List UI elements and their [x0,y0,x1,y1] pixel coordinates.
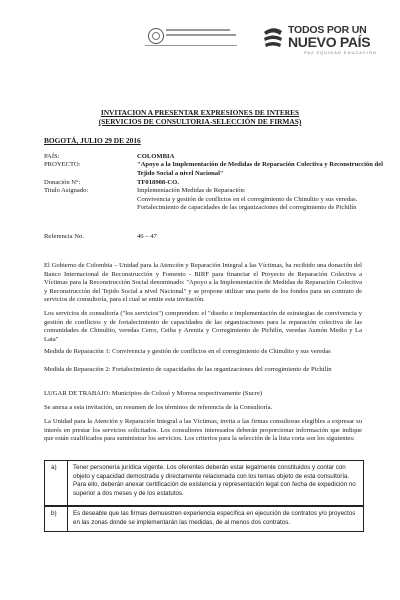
titulo-value-line2: Convivencia y gestión de conflictos en el corregimiento de Chinulito y sus veredas. [137,195,358,203]
criteria-a-divider [67,461,68,505]
titulo-value [137,187,399,213]
pais-label: PAÍS: [44,153,60,160]
referencia-label: Referencia No. [44,233,84,240]
pais-value: COLOMBIA [137,153,175,160]
logo-line1: TODOS POR UN [288,24,367,36]
paragraph-invitacion: La Unidad para la Atención y Reparación Integral a las Víctimas, invita a las firmas consultoras elegibles a expresar su interés en prestar los servicios solicitados. Los consultores interesados deberán proporcionar información que indique que están cualificados para suministrar los servicios. Los criterios para la selección de la lista corta son los siguientes: [44,418,362,443]
logo-line2: NUEVO PAÍS [288,34,371,50]
criteria-item-a [44,460,364,506]
proyecto-label: PROYECTO: [44,161,81,168]
logo-mark-icon [262,26,284,48]
paragraph-medida-2: Medida de Reparación 2: Fortalecimiento de capacidades de las organizaciones del corregimiento de Pichilín [44,366,332,373]
criteria-a-label: a) [51,464,57,471]
document-date: BOGOTÁ, JULIO 29 DE 2016 [44,136,141,145]
titulo-value-line1: Implementación Medidas de Reparación: [137,187,246,194]
referencia-value: 46 – 47 [137,233,157,240]
donacion-value: TF018908-CO. [137,179,179,186]
letterhead [0,0,400,62]
ministry-name-block [166,29,236,39]
paragraph-lugar-trabajo: LUGAR DE TRABAJO: Municipios de Colosó y Morroa respectivamente (Sucre) [44,390,262,397]
proyecto-value: "Apoyo a la Implementación de Medidas de Reparación Colectiva y Reconstrucción del Tejido Social a nivel Nacional" [137,161,383,177]
government-seal-icon [148,28,164,44]
donacion-label: Donación N°: [44,179,81,186]
letterhead-divider [145,45,237,46]
paragraph-anexo: Se anexa a esta invitación, un resumen de los términos de referencia de la Consultoría. [44,404,273,411]
criteria-b-divider [67,507,68,531]
criteria-b-text: Es deseable que las firmas demuestren experiencia específica en ejecución de contratos y/o proyectos en las zonas donde se implementarán las medidas, de al menos dos contratos. [73,510,356,526]
paragraph-medida-1: Medida de Reparación 1: Convivencia y gestión de conflictos en el corregimiento de Chinulito y sus veredas [44,348,331,355]
paragraph-gobierno: El Gobierno de Colombia – Unidad para la Atención y Reparación Integral a las Víctimas, ha recibido una donación del Banco Internacional de Reconstrucción y Fomento - BIRF para financiar el Proyecto de Reparación Colectiva a Víctimas para la Reconstrucción Social denominado: "Apoyo a la Implementación de Medidas de Reparación Colectiva y Reconstrucción del Tejido Social a nivel Nacional" y se propone utilizar una parte de los fondos para un contrato de servicios de consultoría, para el cual se emite esta invitación. [44,262,362,304]
logo-tagline: PAZ EQUIDAD EDUCACIÓN [304,50,377,55]
document-title-line2: (SERVICIOS DE CONSULTORIA-SELECCIÓN DE FIRMAS) [98,117,302,126]
titulo-value-line3: Fortalecimiento de capacidades de las organizaciones del corregimiento de Pichilín [137,204,357,212]
document-title-line1: INVITACION A PRESENTAR EXPRESIONES DE INTERES [100,108,300,117]
todos-por-un-nuevo-pais-logo [262,24,382,60]
titulo-label: Titulo Asignado: [44,187,89,194]
criteria-item-b [44,506,364,532]
criteria-b-label: b) [51,510,57,517]
paragraph-servicios: Los servicios de consultoría ("los servicios") comprenden: el "diseño e implementación de estrategias de convivencia y gestión de conflictos y de fortalecimiento de capacidades de las organizaciones para la reparación colectiva de las comunidades de Chinulito, veredas Cerro, Ceiba y Arenita y Corregimiento de Pichilín, veredas Asmón Medio y La Lata" [44,310,362,343]
criteria-a-text: Tener personería jurídica vigente. Los oferentes deberán estar legalmente constituidos y contar con objeto y capacidad demostrada y directamente relacionada con los temas objeto de esta consultoría. Para ello, deberán anexar certificación de existencia y representación legal con fecha de expedición no superior a dos meses y de los estatutos. [73,464,356,498]
